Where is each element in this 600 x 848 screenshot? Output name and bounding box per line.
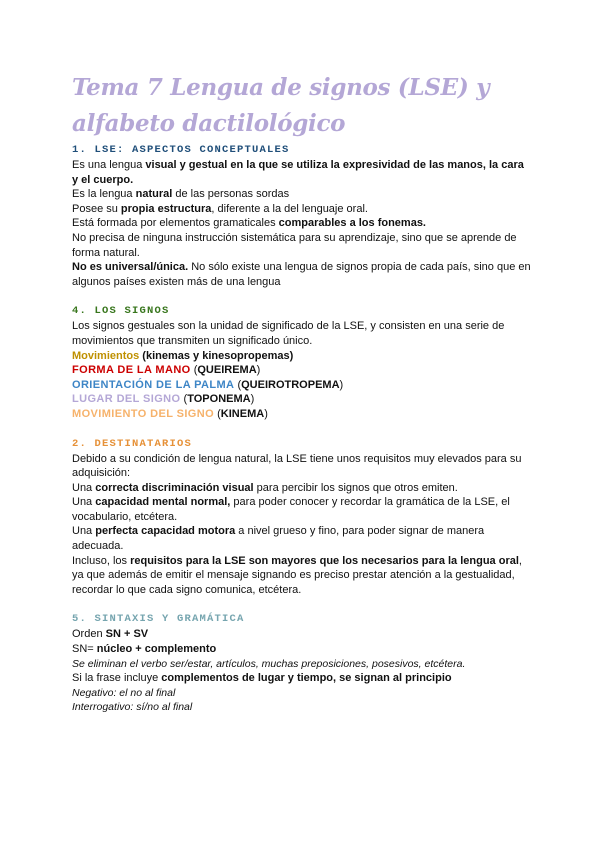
paragraph: No precisa de ninguna instrucción sistemática para su aprendizaje, sino que se aprende de forma natural. <box>72 231 517 259</box>
paragraph: Es la lengua natural de las personas sordas <box>72 188 290 201</box>
list-item: LUGAR DEL SIGNO (TOPONEMA) <box>72 393 255 406</box>
paragraph: Una perfecta capacidad motora a nivel grueso y fino, para poder signar de manera adecuada. <box>72 525 485 553</box>
list-item: FORMA DE LA MANO (QUEIREMA) <box>72 364 261 377</box>
section-heading-destinatarios: 2. DESTINATARIOS <box>72 437 193 450</box>
list-item: Movimientos (kinemas y kinesopropemas) <box>72 349 294 362</box>
paragraph: Una correcta discriminación visual para percibir los signos que otros emiten. <box>72 481 458 494</box>
paragraph: Se eliminan el verbo ser/estar, artículos, muchas preposiciones, posesivos, etcétera. <box>72 657 466 670</box>
paragraph: Una capacidad mental normal, para poder conocer y recordar la gramática de la LSE, el vocabulario, etcétera. <box>72 496 510 523</box>
list-item: MOVIMIENTO DEL SIGNO (KINEMA) <box>72 407 268 420</box>
paragraph: Posee su propia estructura, diferente a la del lenguaje oral. <box>72 202 368 215</box>
paragraph: No es universal/única. No sólo existe una lengua de signos propia de cada país, sino que en algunos países existen más de una lengua <box>72 261 531 288</box>
section-heading-signos: 4. LOS SIGNOS <box>72 305 170 318</box>
document-title: Tema 7 Lengua de signos (LSE) y alfabeto dactilológico <box>72 74 490 137</box>
section-heading-sintaxis: 5. SINTAXIS Y GRAMÁTICA <box>72 613 245 626</box>
paragraph: Negativo: el no al final <box>72 686 176 699</box>
paragraph: Orden SN + SV <box>72 628 149 641</box>
section-heading-lse: 1. LSE: ASPECTOS CONCEPTUALES <box>72 144 290 156</box>
paragraph: Incluso, los requisitos para la LSE son mayores que los necesarios para la lengua oral, ya que además de emitir el mensaje signando es preciso prestar atención a la gestualidad, recordar lo que cada signo comunica, etcétera. <box>72 554 522 596</box>
paragraph: Los signos gestuales son la unidad de significado de la LSE, y consisten en una serie de movimientos que transmiten un significado único. <box>72 320 505 347</box>
paragraph: Interrogativo: sí/no al final <box>72 701 193 714</box>
paragraph: Si la frase incluye complementos de lugar y tiempo, se signan al principio <box>72 672 452 685</box>
paragraph: Debido a su condición de lengua natural, la LSE tiene unos requisitos muy elevados para su adquisición: <box>72 452 522 480</box>
paragraph: SN= núcleo + complemento <box>72 643 217 656</box>
paragraph: Está formada por elementos gramaticales comparables a los fonemas. <box>72 217 426 230</box>
list-item: ORIENTACIÓN DE LA PALMA (QUEIROTROPEMA) <box>72 378 344 391</box>
document-page <box>72 70 532 715</box>
paragraph: Es una lengua visual y gestual en la que se utiliza la expresividad de las manos, la cara y el cuerpo. <box>72 159 524 186</box>
